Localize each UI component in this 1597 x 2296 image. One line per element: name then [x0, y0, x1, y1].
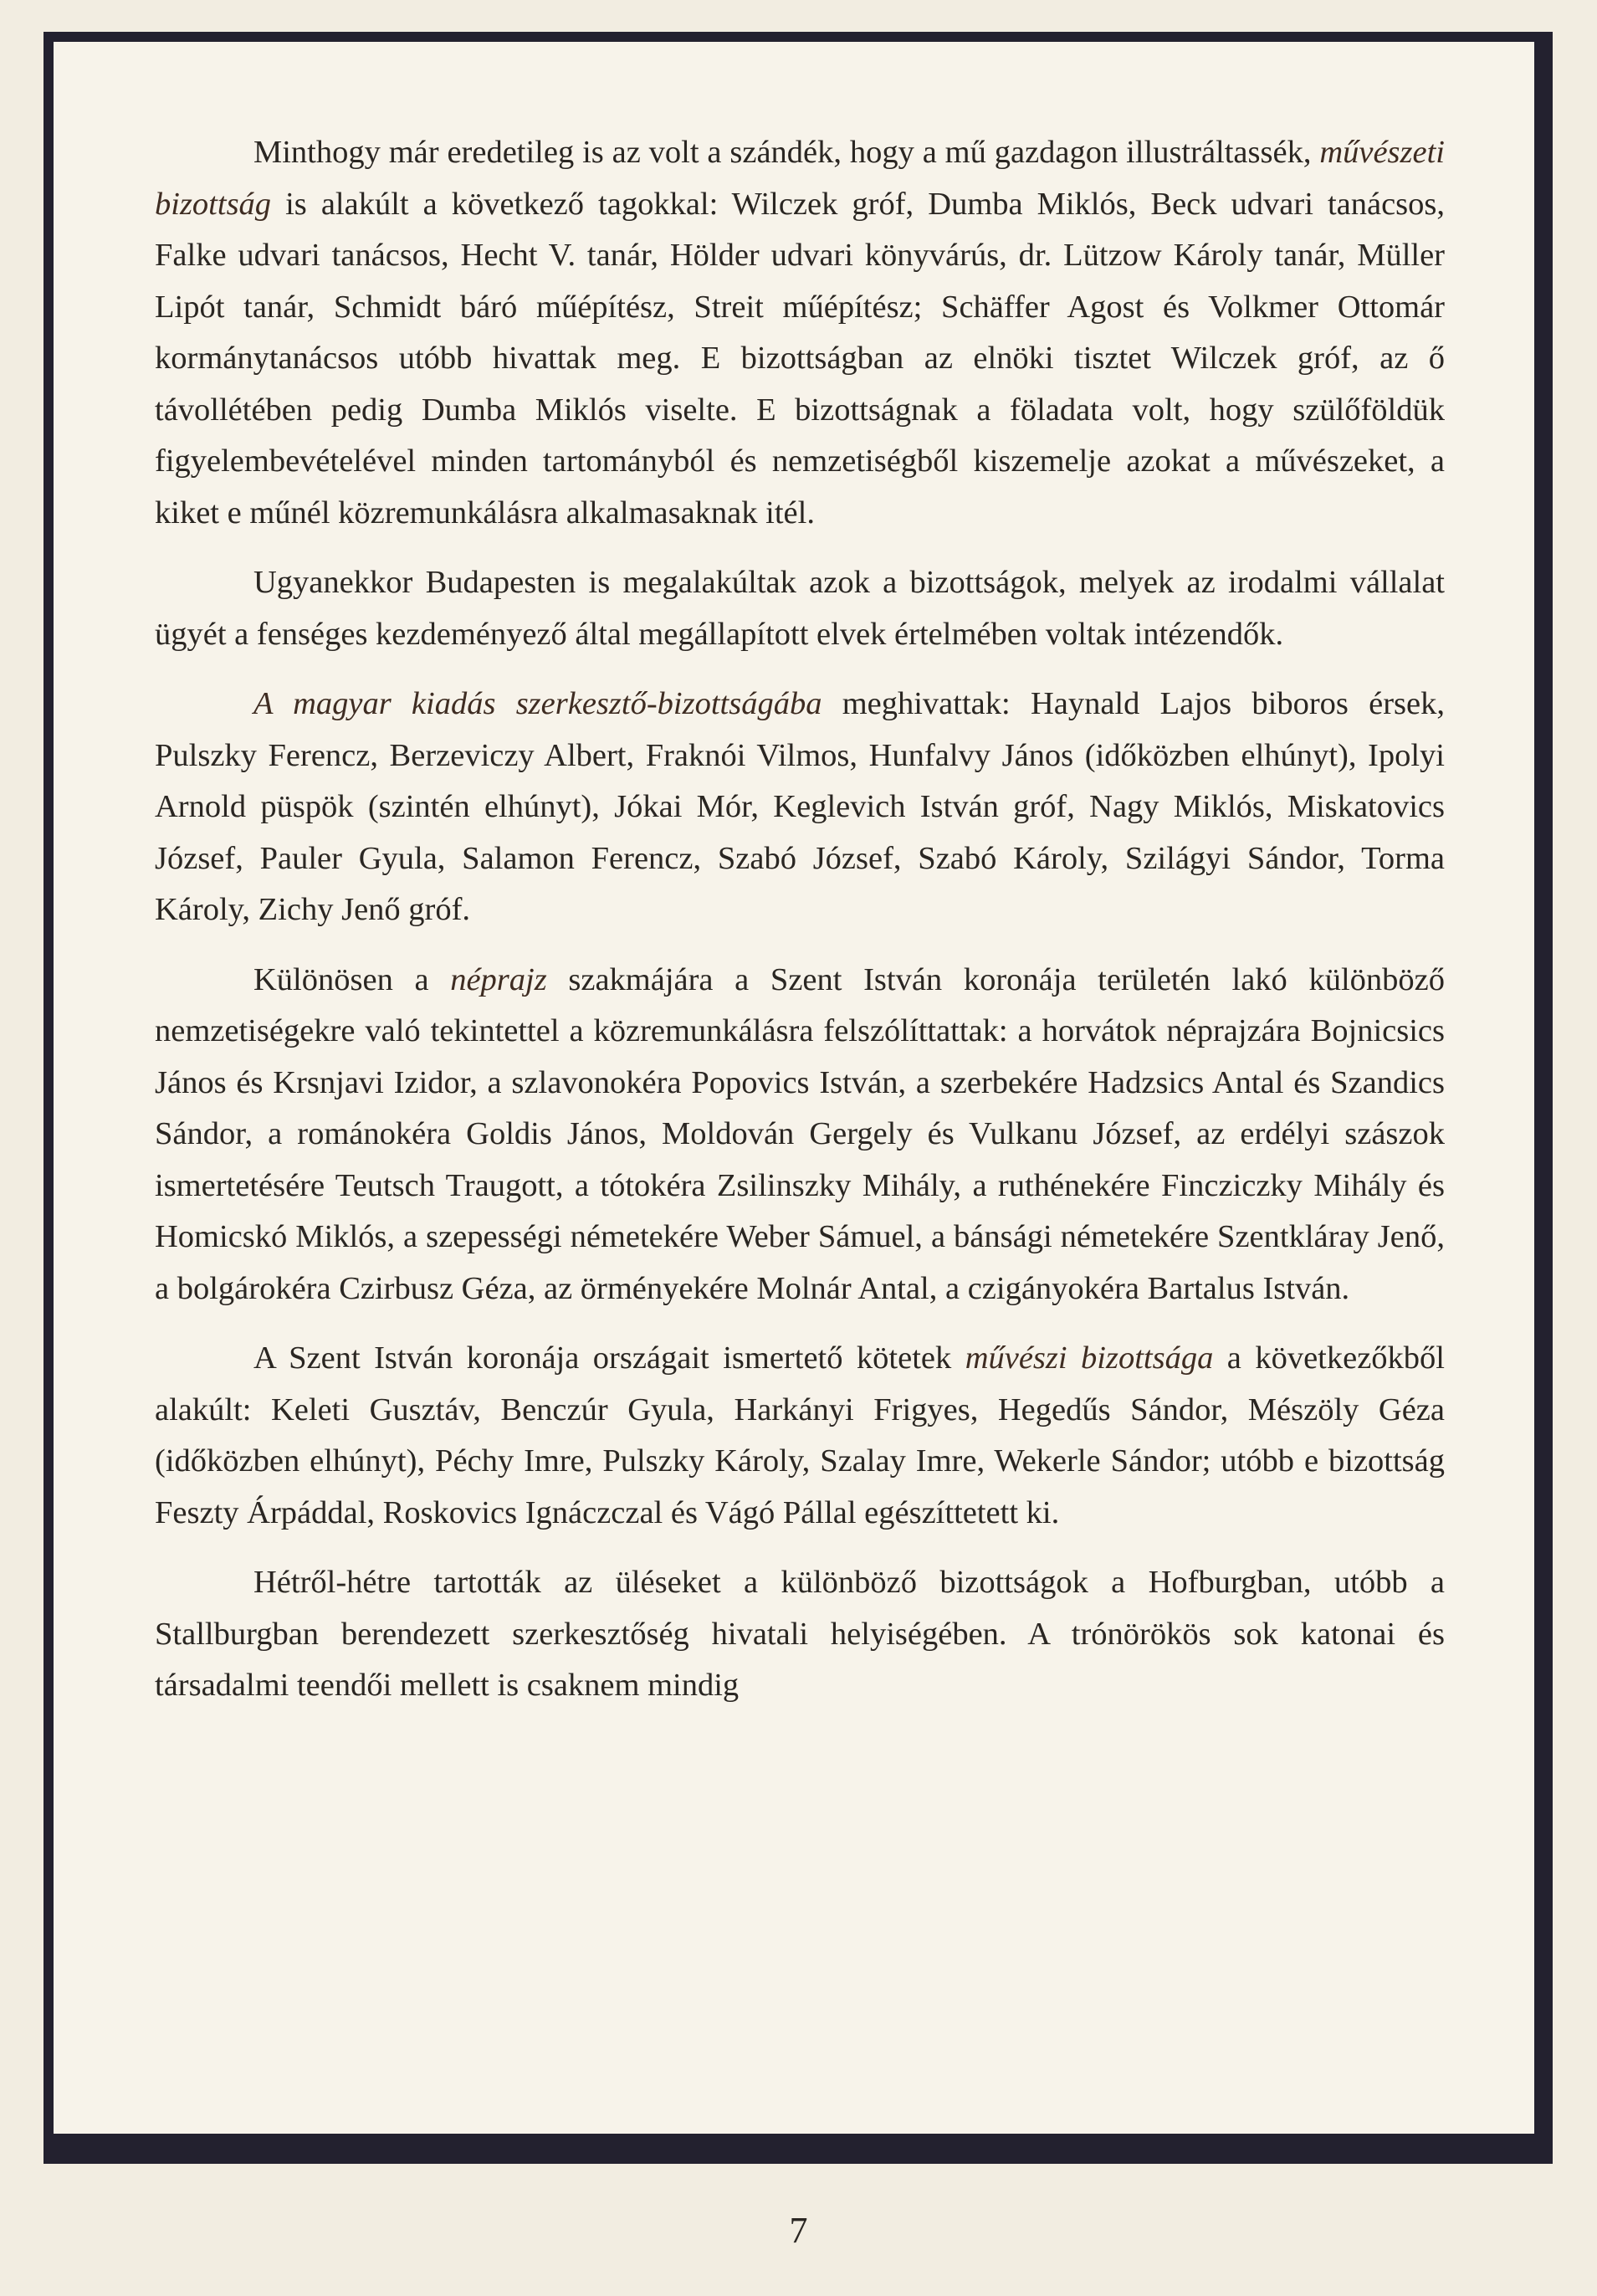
text-run: Minthogy már eredetileg is az volt a szándék, hogy a mű gazdagon illustráltassék,: [253, 135, 1320, 170]
paragraph: [155, 955, 1445, 1315]
italic-phrase: művészeti bizottság: [155, 135, 1445, 222]
text-run: Különösen a: [253, 961, 451, 997]
text-run: is alakúlt a következő tagokkal: Wilczek gróf, Dumba Miklós, Beck udvari tanácsos, Falke udvari tanácsos, Hecht V. tanár, Hölder udvari könyvárús, dr. Lützow Károly tanár, Müller Lipót tanár, Schmidt báró műépítész, Streit műépítész; Schäffer Agost és Volkmer Ottomár kormánytanácsos utóbb hivattak meg. E bizottságban az elnöki tisztet Wilczek gróf, az ő távollétében pedig Dumba Miklós viselte. E bizottságnak a föladata volt, hogy szülőföldük figyelembevételével minden tartományból és nemzetiségből kiszemelje azokat a művészeket, a kiket e műnél közremunkálásra alkalmasaknak itél.: [155, 186, 1445, 530]
text-run: A Szent István koronája országait ismertető kötetek: [253, 1340, 965, 1376]
italic-phrase: néprajz: [450, 961, 547, 997]
italic-phrase: művészi bizottsága: [965, 1340, 1214, 1376]
paragraph: [155, 127, 1445, 539]
page-border-frame: [44, 32, 1553, 2164]
text-run: meghivattak: Haynald Lajos biboros érsek, Pulszky Ferencz, Berzeviczy Albert, Fraknói Vilmos, Hunfalvy János (időközben elhúnyt), Ipolyi Arnold püspök (szintén elhúnyt), Jókai Mór, Keglevich István gróf, Nagy Miklós, Miskatovics József, Pauler Gyula, Salamon Ferencz, Szabó József, Szabó Károly, Szilágyi Sándor, Torma Károly, Zichy Jenő gróf.: [155, 686, 1445, 927]
text-run: Hétről-hétre tartották az üléseket a különböző bizottságok a Hofburgban, utóbb a Stallburgban berendezett szerkesztőség hivatali helyiségében. A trónörökös sok katonai és társadalmi teendői mellett is csaknem mindig: [155, 1565, 1445, 1703]
paragraph: [155, 1333, 1445, 1539]
page-number: 7: [789, 2210, 808, 2251]
text-run: Ugyanekkor Budapesten is megalakúltak azok a bizottságok, melyek az irodalmi vállalat ügyét a fenséges kezdeményező által megállapított elvek értelmében voltak intézendők.: [155, 565, 1445, 652]
text-panel: [54, 42, 1534, 2134]
paragraph: [155, 557, 1445, 660]
text-run: a következőkből alakúlt: Keleti Gusztáv, Benczúr Gyula, Harkányi Frigyes, Hegedűs Sándor, Mészöly Géza (időközben elhúnyt), Péchy Imre, Pulszky Károly, Szalay Imre, Wekerle Sándor; utóbb e bizottság Feszty Árpáddal, Roskovics Ignáczczal és Vágó Pállal egészíttetett ki.: [155, 1340, 1446, 1530]
body-text: [155, 127, 1445, 1730]
text-run: szakmájára a Szent István koronája területén lakó különböző nemzetiségekre való tekintettel a közremunkálásra felszólíttattak: a horvátok néprajzára Bojnicsics János és Krsnjavi Izidor, a szlavonokéra Popovics István, a szerbekére Hadzsics Antal és Szandics Sándor, a románokéra Goldis János, Moldován Gergely és Vulkanu József, az erdélyi szászok ismertetésére Teutsch Traugott, a tótokéra Zsilinszky Mihály, a ruthénekére Fincziczky Mihály és Homicskó Miklós, a szepességi németekére Weber Sámuel, a bánsági németekére Szentkláray Jenő, a bolgárokéra Czirbusz Géza, az örményekére Molnár Antal, a czigányokéra Bartalus István.: [155, 961, 1445, 1306]
paragraph: [155, 1557, 1445, 1712]
paragraph: [155, 679, 1445, 936]
italic-phrase: A magyar kiadás szerkesztő-bizottságába: [253, 686, 822, 721]
